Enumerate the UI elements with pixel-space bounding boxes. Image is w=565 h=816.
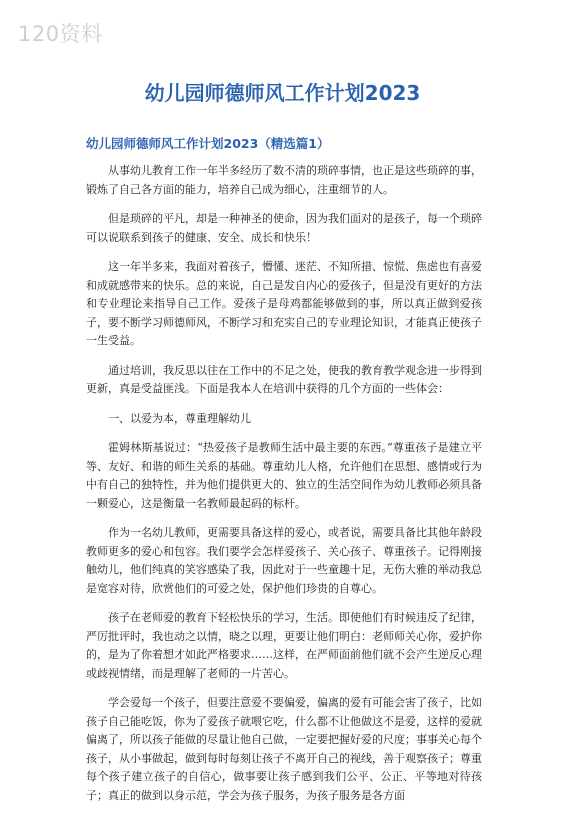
paragraph: 这一年半多来，我面对着孩子，懵懂、迷茫、不知所措、惊慌、焦虑也有喜爱和成就感带来的快乐。总的来说，自己是发自内心的爱孩子，但是没有更好的方法和专业理论来指导自己工作。爱孩子是母鸡都能够做到的事，所以真正做到爱孩子，要不断学习师德师风，不断学习和充实自己的专业理论知识，才能真正使孩子一生受益。	[86, 260, 482, 347]
section-subtitle: 幼儿园师德师风工作计划2023（精选篇1）	[86, 136, 330, 151]
document-body	[86, 162, 482, 816]
paragraph: 霍姆林斯基说过：“热爱孩子是教师生活中最主要的东西。”尊重孩子是建立平等、友好、和谐的师生关系的基础。尊重幼儿人格，允许他们在思想、感情或行为中有自己的独特性，并为他们提供更大的、独立的生活空间作为幼儿教师必须具备一颗爱心，这是衡量一名教师最起码的标杆。	[86, 441, 482, 510]
document-title: 幼儿园师德师风工作计划2023	[144, 81, 421, 105]
paragraph: 作为一名幼儿教师，更需要具备这样的爱心，或者说，需要具备比其他年龄段教师更多的爱心和包容。我们要学会怎样爱孩子、关心孩子、尊重孩子。记得刚接触幼儿，他们纯真的笑容感染了我，因此对于一些童趣十足，无伤大雅的举动我总是宽容对待，欣赏他们的可爱之处，保护他们珍贵的自尊心。	[86, 526, 482, 595]
paragraph: 从事幼儿教育工作一年半多经历了数不清的琐碎事情，也正是这些琐碎的事，锻炼了自己各方面的能力，培养自己成为细心，注重细节的人。	[86, 164, 482, 196]
paragraph: 学会爱每一个孩子，但要注意爱不要偏爱，偏离的爱有可能会害了孩子，比如孩子自己能吃饭，你为了爱孩子就喂它吃，什么都不让他做这不是爱，这样的爱就偏离了，所以孩子能做的尽量让他自己做，一定要把握好爱的尺度；事事关心每个孩子，从小事做起，做到每时每刻让孩子不离开自己的视线，善于观察孩子；尊重每个孩子建立孩子的自信心，做事要让孩子感到我们公平、公正、平等地对待孩子；真正的做到以身示范，学会为孩子服务，为孩子服务是各方面	[86, 696, 482, 802]
section-heading: 一、以爱为本，尊重理解幼儿	[108, 411, 251, 425]
paragraph: 但是琐碎的平凡，却是一种神圣的使命，因为我们面对的是孩子，每一个琐碎可以说联系到孩子的健康、安全、成长和快乐！	[86, 212, 482, 244]
paragraph: 通过培训，我反思以往在工作中的不足之处，使我的教育教学观念进一步得到更新，真是受益匪浅。下面是我本人在培训中获得的几个方面的一些体会：	[86, 363, 482, 395]
paragraph: 孩子在老师爱的教育下轻松快乐的学习，生活。即使他们有时候违反了纪律，严厉批评时，我也动之以情，晓之以理，更要让他们明白：老师师关心你，爱护你的，是为了你着想才如此严格要求……这样，在严师面前他们就不会产生逆反心理或歧视情绪，而是理解了老师的一片苦心。	[86, 611, 482, 680]
watermark: 120资料	[18, 22, 103, 46]
